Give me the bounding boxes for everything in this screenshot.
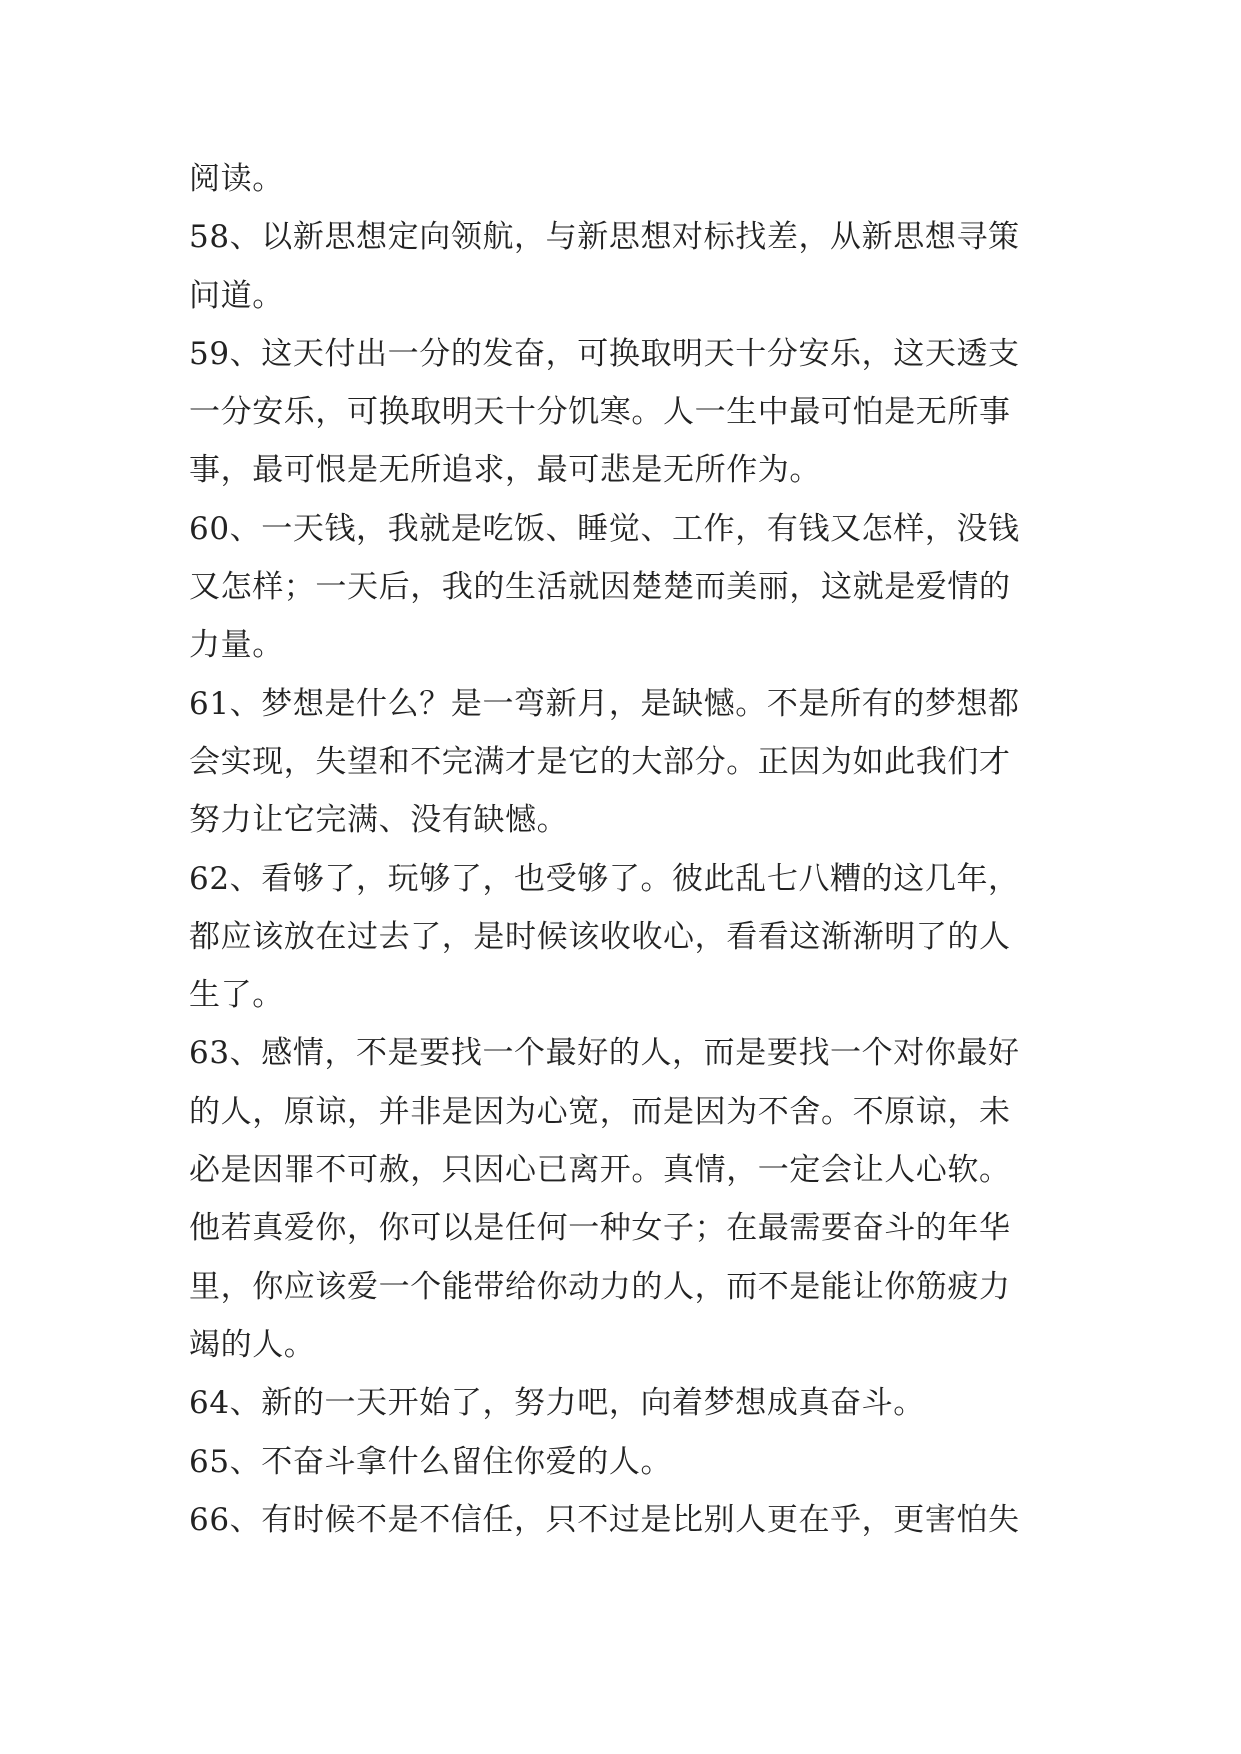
document-body — [189, 150, 1069, 1549]
text-line: 努力让它完满、没有缺憾。 — [189, 802, 569, 839]
text-line: 问道。 — [189, 277, 284, 314]
text-line: 力量。 — [189, 627, 284, 664]
text-line: 64、新的一天开始了，努力吧，向着梦想成真奋斗。 — [189, 1385, 925, 1422]
text-line: 66、有时候不是不信任，只不过是比别人更在乎，更害怕失 — [189, 1501, 1020, 1538]
text-line: 他若真爱你，你可以是任何一种女子；在最需要奋斗的年华 — [189, 1210, 1011, 1247]
text-line: 62、看够了，玩够了，也受够了。彼此乱七八糟的这几年， — [189, 860, 1020, 897]
text-line: 61、梦想是什么？是一弯新月，是缺憾。不是所有的梦想都 — [189, 685, 1020, 722]
text-line: 里，你应该爱一个能带给你动力的人，而不是能让你筋疲力 — [189, 1268, 1011, 1305]
text-line: 59、这天付出一分的发奋，可换取明天十分安乐，这天透支 — [189, 335, 1020, 372]
text-line: 事，最可恨是无所追求，最可悲是无所作为。 — [189, 452, 821, 489]
text-line: 63、感情，不是要找一个最好的人，而是要找一个对你最好 — [189, 1035, 1020, 1072]
text-line: 都应该放在过去了，是时候该收收心，看看这渐渐明了的人 — [189, 918, 1011, 955]
text-line: 60、一天钱，我就是吃饭、睡觉、工作，有钱又怎样，没钱 — [189, 510, 1020, 547]
text-line: 生了。 — [189, 977, 284, 1014]
text-line: 会实现，失望和不完满才是它的大部分。正因为如此我们才 — [189, 743, 1011, 780]
text-line: 竭的人。 — [189, 1326, 316, 1363]
text-line: 一分安乐，可换取明天十分饥寒。人一生中最可怕是无所事 — [189, 394, 1011, 431]
text-line: 必是因罪不可赦，只因心已离开。真情，一定会让人心软。 — [189, 1152, 1011, 1189]
text-line: 的人，原谅，并非是因为心宽，而是因为不舍。不原谅，未 — [189, 1093, 1011, 1130]
text-line: 65、不奋斗拿什么留住你爱的人。 — [189, 1443, 673, 1480]
text-line: 58、以新思想定向领航，与新思想对标找差，从新思想寻策 — [189, 219, 1020, 256]
text-line: 又怎样；一天后，我的生活就因楚楚而美丽，这就是爱情的 — [189, 569, 1011, 606]
text-line: 阅读。 — [189, 161, 284, 197]
